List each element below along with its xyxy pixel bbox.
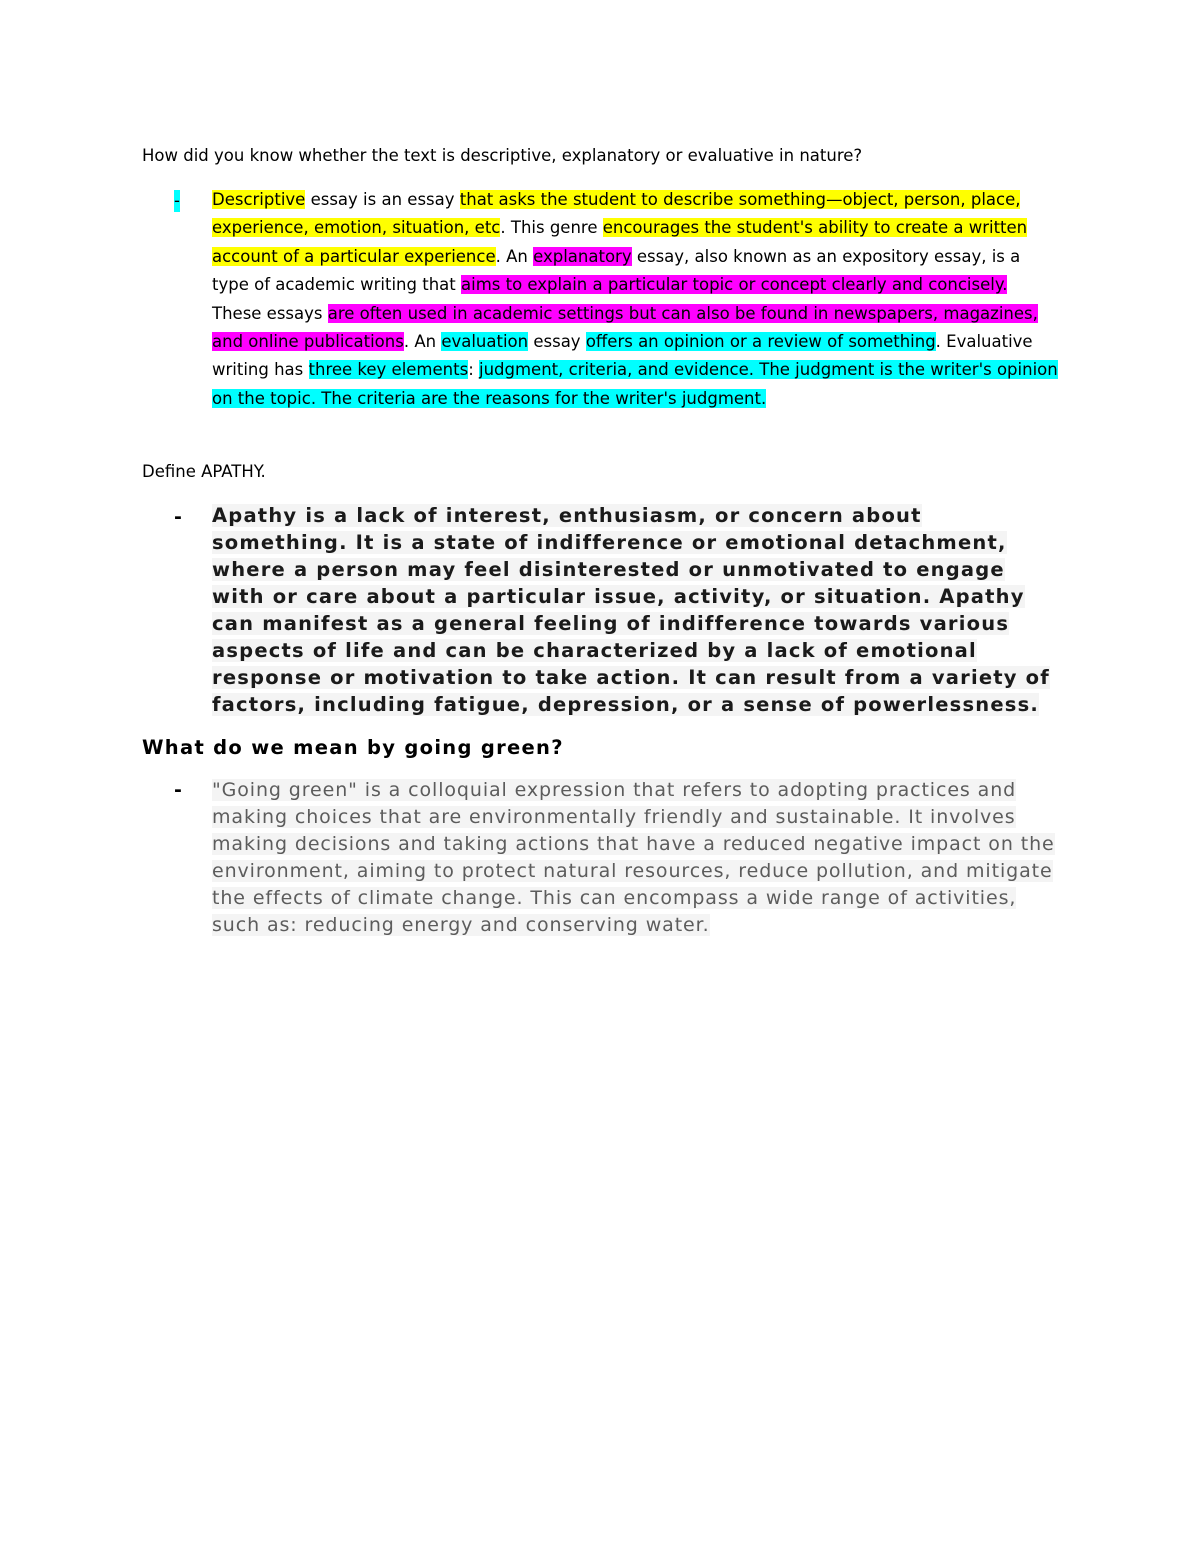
text-span: These essays <box>212 303 328 323</box>
text-span: : <box>468 360 479 380</box>
answer-apathy <box>212 502 1062 718</box>
highlight-span: three key elements <box>308 360 469 380</box>
bullet-dash: - <box>174 779 182 801</box>
highlight-span: evaluation <box>441 332 529 352</box>
answer-apathy-text: Apathy is a lack of interest, enthusiasm, or concern about something. It is a state of indifference or emotional detachment, where a person may feel disinterested or unmotivated to engage with or care about a particular issue, activity, or situation. Apathy can manifest as a general feeling of indifference towards various aspects of life and can be characterized by a lack of emotional response or motivation to take action. It can result from a variety of factors, including fatigue, depression, or a sense of powerlessness. <box>212 504 1050 716</box>
text-span: . Evaluative writing has <box>212 332 1033 380</box>
answer-going-green-text: "Going green" is a colloquial expression that refers to adopting practices and making choices that are environmentally friendly and sustainable. It involves making decisions and taking actions that have a reduced negative impact on the environment, aiming to protect natural resources, reduce pollution, and mitigate the effects of climate change. This can encompass a wide range of activities, such as: reducing energy and conserving water. <box>212 779 1055 936</box>
question-text-type: How did you know whether the text is descriptive, explanatory or evaluative in nature? <box>142 146 863 165</box>
bullet-dash: - <box>174 506 182 528</box>
highlight-span: are often used in academic settings but can also be found in newspapers, magazines, and online publications <box>212 303 1038 352</box>
text-span: essay <box>528 332 586 352</box>
highlight-span: aims to explain a particular topic or concept clearly and concisely. <box>461 275 1008 295</box>
highlight-span: that asks the student to describe something—object, person, place, experience, emotion, situation, etc <box>212 190 1021 238</box>
text-span: . This genre <box>500 218 603 238</box>
answer-going-green <box>212 777 1062 939</box>
answer-text-type <box>212 186 1062 413</box>
question-going-green: What do we mean by going green? <box>142 736 564 759</box>
text-span: essay is an essay <box>305 190 460 209</box>
highlight-span: judgment, criteria, and evidence. The judgment is the writer's opinion on the topic. The criteria are the reasons for the writer's judgment. <box>212 360 1058 408</box>
highlight-span: offers an opinion or a review of something <box>585 332 936 352</box>
question-define-apathy: Define APATHY. <box>142 462 266 481</box>
highlight-span: explanatory <box>533 246 632 266</box>
text-span: . An <box>403 332 442 352</box>
highlight-span: Descriptive <box>212 190 306 209</box>
highlight-span: encourages the student's ability to create a written account of a particular experience <box>212 218 1028 266</box>
text-span: . An <box>495 246 534 266</box>
bullet-dash: - <box>174 191 180 210</box>
text-span: essay, also known as an expository essay, is a type of academic writing that <box>212 246 1021 295</box>
